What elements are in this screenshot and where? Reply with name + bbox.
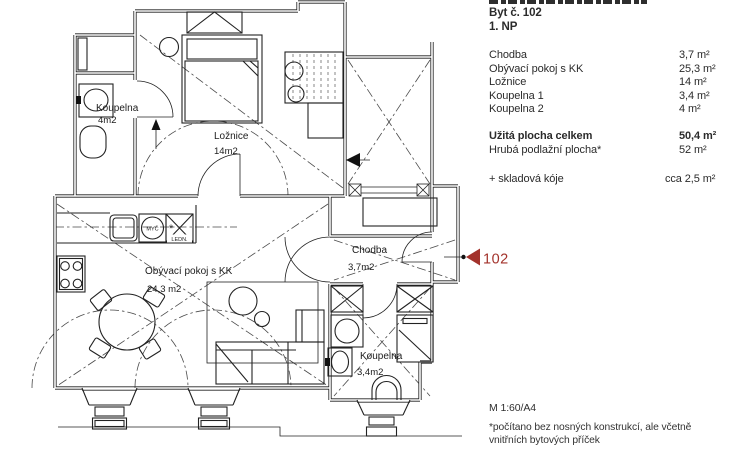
room-label-koupelna1: Koupelna — [96, 103, 139, 114]
total-value: 50,4 m² — [679, 129, 717, 142]
scale-label: M 1:60/A4 — [489, 402, 536, 414]
room-area-obyvaci: 24,3 m2 — [147, 284, 182, 295]
room-area-koupelna2: 3,4m2 — [357, 367, 384, 378]
bedroom-door-arc — [198, 154, 240, 196]
gross-label: Hrubá podlažní plocha* — [489, 143, 602, 156]
room-label-chodba: Chodba — [352, 245, 388, 256]
chair — [139, 338, 162, 359]
coffee-table — [229, 287, 257, 315]
living-room-furniture — [89, 282, 324, 384]
room-name: Chodba — [489, 49, 527, 61]
total-usable-row — [489, 130, 742, 144]
toilet2 — [372, 376, 401, 401]
unit-number: 102 — [483, 251, 509, 268]
bathroom1-fixtures — [76, 81, 173, 158]
room-area: 14 m² — [679, 76, 707, 89]
room-area-chodba: 3,7m2 — [348, 262, 375, 273]
plant-icon — [160, 38, 179, 57]
table-row — [489, 90, 742, 104]
room-area: 3,7 m² — [679, 49, 710, 61]
bed-mattress — [185, 61, 258, 121]
storage-value: cca 2,5 m² — [665, 173, 716, 186]
storage-label: + skladová kóje — [489, 173, 564, 186]
bath2-door-arc — [363, 284, 397, 318]
hall-niche — [363, 198, 437, 226]
room-area-koupelna1: 4m2 — [98, 115, 117, 126]
room-area-table — [489, 49, 742, 117]
entrance-arrow-icon — [466, 249, 480, 266]
fridge-label: LEDN. — [171, 237, 188, 243]
chair — [89, 337, 112, 358]
room-label-koupelna2: Koupelna — [360, 351, 403, 362]
room-name: Koupelna 2 — [489, 103, 544, 116]
bedroom-furniture — [152, 12, 371, 196]
table-row — [489, 63, 742, 77]
fridge-mark: * — [168, 223, 174, 235]
shaft-arrow-icon — [152, 119, 161, 130]
room-name: Koupelna 1 — [489, 89, 544, 102]
shower — [397, 315, 433, 362]
room-area: 25,3 m² — [679, 62, 716, 75]
footnote: *počítano bez nosných konstrukcí, ale včetně vnitřních bytových příček — [489, 422, 692, 446]
total-label: Užitá plocha celkem — [489, 129, 593, 142]
ground-line — [58, 427, 462, 436]
wardrobe — [285, 52, 343, 103]
room-area: 4 m² — [679, 103, 701, 116]
gross-area-row — [489, 144, 742, 158]
window-top — [187, 12, 242, 33]
room-name: Ložnice — [489, 76, 527, 89]
room-name: Obývací pokoj s KK — [489, 62, 584, 75]
room-area: 3,4 m² — [679, 89, 710, 102]
nightstand — [308, 103, 343, 138]
room-label-obyvaci: Obývací pokoj s KK — [145, 266, 233, 277]
gross-value: 52 m² — [679, 143, 707, 156]
room-label-loznice: Ložnice — [214, 131, 249, 142]
unit-title: Byt č. 102 — [489, 7, 542, 19]
rug — [207, 282, 318, 363]
bed-pillows — [187, 39, 257, 59]
marker-arrow-icon — [346, 153, 360, 167]
room-area-loznice: 14m2 — [214, 146, 238, 157]
tap1-icon — [76, 96, 81, 104]
floor-label: 1. NP — [489, 20, 518, 33]
bed — [182, 35, 262, 123]
dishwasher-label: MYČ — [146, 226, 159, 233]
totals-block — [489, 130, 742, 157]
info-panel — [489, 0, 742, 455]
bath1-door-arc — [137, 81, 173, 117]
dining-table — [99, 294, 155, 350]
table-row — [489, 49, 742, 63]
storage-row — [489, 173, 742, 187]
closet-shelf — [78, 38, 87, 70]
window-blind-icon — [187, 12, 242, 33]
table-row — [489, 103, 742, 117]
washing-machine — [331, 315, 363, 347]
toilet1 — [80, 126, 106, 158]
tap2-icon — [325, 358, 330, 366]
table-row — [489, 76, 742, 90]
clipped-project-title — [489, 0, 647, 4]
living-door-arcs — [285, 237, 330, 282]
